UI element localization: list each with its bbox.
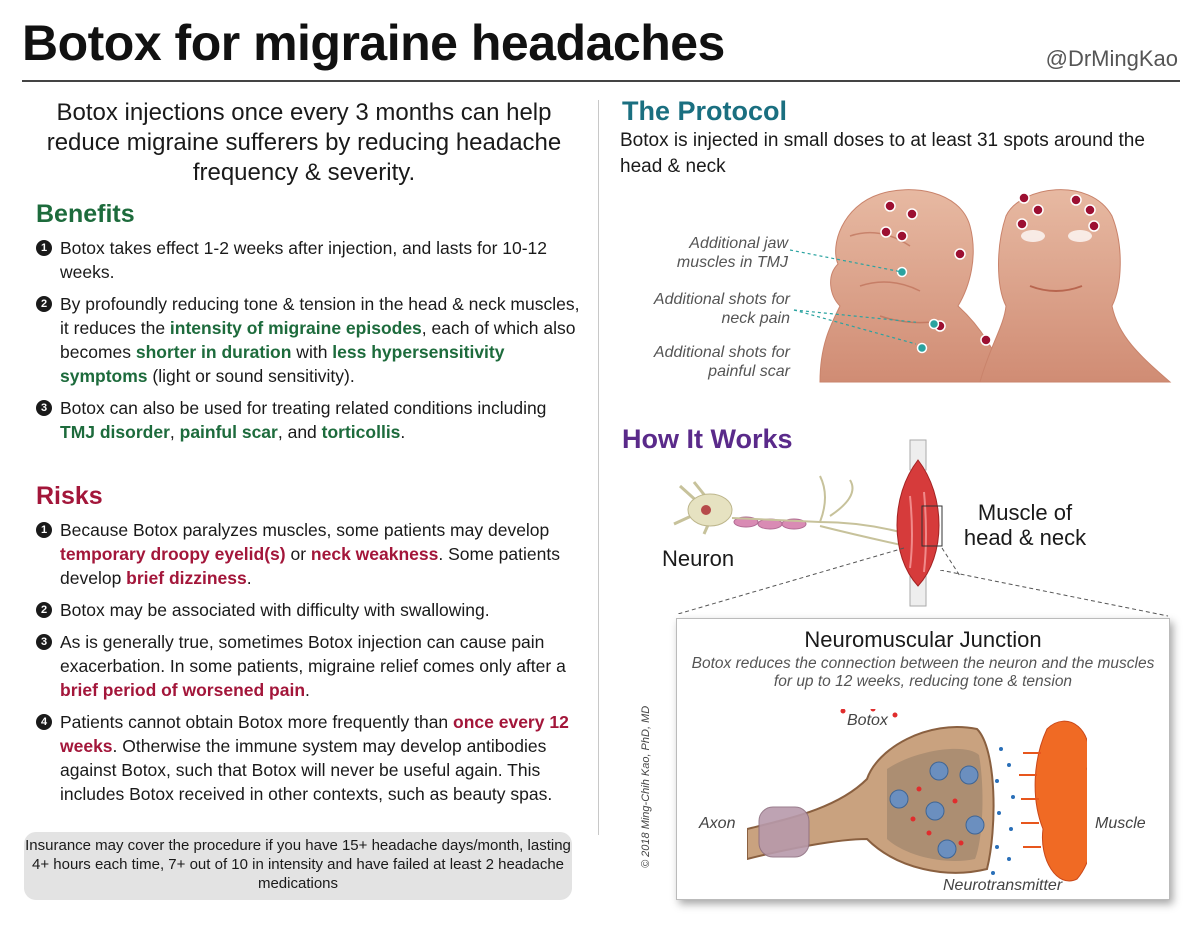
neuron-label: Neuron <box>662 546 735 571</box>
highlight-text: TMJ disorder <box>60 422 170 442</box>
highlight-text: painful scar <box>179 422 278 442</box>
muscle-drawing <box>897 440 942 606</box>
number-badge: 2 <box>36 296 52 312</box>
callout-leader-lines <box>786 240 916 380</box>
author-handle: @DrMingKao <box>1045 46 1178 71</box>
insurance-note: Insurance may cover the procedure if you have 15+ headache days/month, lasting 4+ hours each time, 7+ out of 10 in intensity and have failed at least 2 headache medications <box>24 832 572 900</box>
benefits-heading: Benefits <box>36 200 135 228</box>
copyright-notice: © 2018 Ming-Chih Kao, PhD, MD <box>640 705 652 868</box>
highlight-text: less hypersensitivity symptoms <box>60 342 505 386</box>
number-badge: 3 <box>36 400 52 416</box>
risk-item: 3 As is generally true, sometimes Botox injection can cause pain exacerbation. In some patients, migraine relief comes only after a brief period of worsened pain. <box>36 630 584 702</box>
nmj-title: Neuromuscular Junction <box>804 627 1042 652</box>
highlight-text: temporary droopy eyelid(s) <box>60 544 286 564</box>
highlight-text: intensity of migraine episodes <box>169 318 422 338</box>
nmj-illustration <box>747 709 1087 889</box>
intro-text: Botox injections once every 3 months can help reduce migraine sufferers by reducing headache frequency & severity. <box>46 99 562 186</box>
highlight-text: torticollis <box>321 422 401 442</box>
neuron-drawing <box>674 476 906 546</box>
neuron-muscle-illustration <box>660 436 960 614</box>
highlight-text: once every 12 weeks <box>60 712 569 756</box>
risks-heading: Risks <box>36 482 103 510</box>
zoom-line-right <box>940 570 1180 620</box>
botox-label: Botox <box>847 712 888 729</box>
neurotransmitter-label: Neurotransmitter <box>943 877 1063 894</box>
highlight-text: shorter in duration <box>135 342 292 362</box>
callout-scar: Additional shots for painful scar <box>653 344 790 380</box>
callout-jaw: Additional jaw muscles in TMJ <box>676 235 788 271</box>
how-it-works-heading: How It Works <box>622 424 793 454</box>
benefit-item: 2 By profoundly reducing tone & tension in the head & neck muscles, it reduces the intensity of migraine episodes, each of which also becomes shorter in duration with less hypersensitivity symptoms (light or sound sensitivity). <box>36 292 584 388</box>
number-badge: 3 <box>36 634 52 650</box>
protocol-description: Botox is injected in small doses to at least 31 spots around the head & neck <box>620 130 1145 177</box>
benefit-item: 3 Botox can also be used for treating related conditions including TMJ disorder, painful scar, and torticollis. <box>36 396 584 444</box>
risk-item: 4 Patients cannot obtain Botox more frequently than once every 12 weeks. Otherwise the immune system may develop antibodies against Botox, such that Botox will never be useful again. This includes Botox received in other contexts, such as beauty spas. <box>36 710 584 806</box>
risk-item: 2 Botox may be associated with difficulty with swallowing. <box>36 598 584 622</box>
axon-label: Axon <box>699 815 736 832</box>
highlight-text: brief period of worsened pain <box>60 680 306 700</box>
neuromuscular-junction-panel <box>676 618 1170 900</box>
nmj-description: Botox reduces the connection between the neuron and the muscles for up to 12 weeks, reducing tone & tension <box>691 655 1155 690</box>
protocol-heading: The Protocol <box>622 96 788 126</box>
number-badge: 1 <box>36 522 52 538</box>
number-badge: 1 <box>36 240 52 256</box>
risk-item: 1 Because Botox paralyzes muscles, some patients may develop temporary droopy eyelid(s) or neck weakness. Some patients develop brief dizziness. <box>36 518 584 590</box>
muscle-label-nmj: Muscle <box>1095 815 1146 832</box>
muscle-label: Muscle of head & neck <box>963 500 1087 550</box>
benefit-item: 1 Botox takes effect 1-2 weeks after injection, and lasts for 10-12 weeks. <box>36 236 584 284</box>
risks-list <box>36 518 584 814</box>
number-badge: 2 <box>36 602 52 618</box>
number-badge: 4 <box>36 714 52 730</box>
highlight-text: brief dizziness <box>126 568 247 588</box>
benefits-list <box>36 236 584 452</box>
highlight-text: neck weakness <box>310 544 439 564</box>
title-divider <box>22 80 1180 82</box>
column-divider <box>598 100 599 835</box>
page-title: Botox for migraine headaches <box>22 15 725 71</box>
callout-neck: Additional shots for neck pain <box>653 291 790 327</box>
